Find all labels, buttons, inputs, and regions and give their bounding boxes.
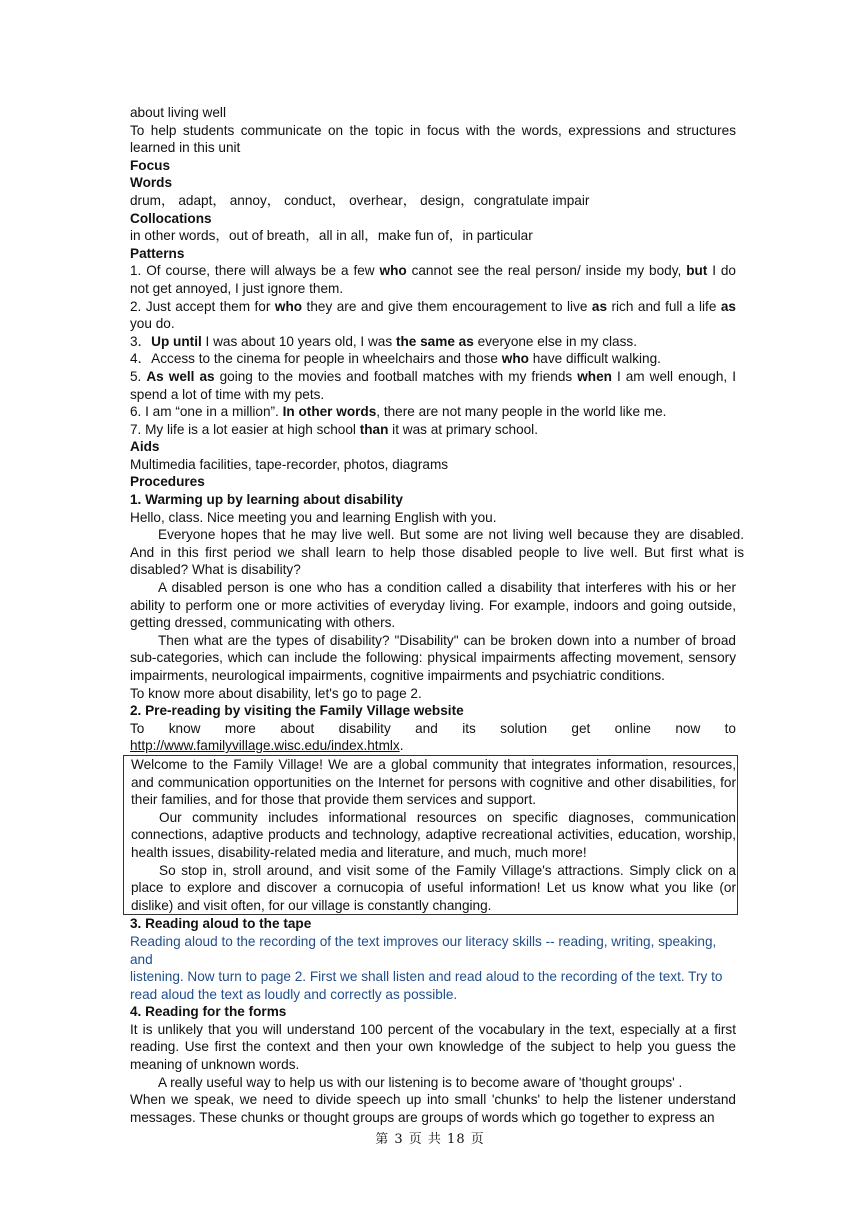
paragraph: So stop in, stroll around, and visit some of the Family Village's attractions. Simply click on a place to explore and discover a cornucopia of useful information! Let us know what you like (or dislike) and visit often, for our village is constantly changing.: [131, 862, 736, 913]
pattern-6: 6. I am “one in a million”. In other words, there are not many people in the world like me.: [130, 404, 667, 420]
document-page: [130, 104, 744, 1126]
collocations-list: in other words，out of breath，all in all，make fun of，in particular: [130, 228, 533, 244]
website-excerpt-box: [123, 755, 738, 915]
pattern-1: 1. Of course, there will always be a few who cannot see the real person/ inside my body, but I do not get annoyed, I just ignore them.: [130, 263, 736, 296]
step-3-heading: 3. Reading aloud to the tape: [130, 916, 312, 932]
paragraph: A disabled person is one who has a condition called a disability that interferes with his or her ability to perform one or more activities of everyday living. For example, indoors and going outside, getting dressed, communicating with others.: [130, 580, 736, 631]
paragraph: Then what are the types of disability? "Disability" can be broken down into a number of broad sub-categories, which can include the following: physical impairments affecting movement, sensory impairments, neurological impairments, cognitive impairments and psychiatric conditions.: [130, 632, 736, 683]
pattern-5: 5. As well as going to the movies and football matches with my friends when I am well enough, I spend a lot of time with my pets.: [130, 368, 736, 402]
step-4-heading: 4. Reading for the forms: [130, 1004, 287, 1020]
words-heading: Words: [130, 175, 173, 191]
family-village-link[interactable]: http://www.familyvillage.wisc.edu/index.htmlx: [130, 738, 400, 754]
step-1-heading: 1. Warming up by learning about disability: [130, 492, 403, 508]
focus-heading: Focus: [130, 157, 171, 173]
pattern-4: 4．Access to the cinema for people in wheelchairs and those who have difficult walking.: [130, 351, 661, 367]
paragraph: To know more about disability, let's go to page 2.: [130, 685, 422, 701]
aids-heading: Aids: [130, 439, 160, 455]
paragraph: It is unlikely that you will understand 100 percent of the vocabulary in the text, especially at a first reading. Use first the context and then your own knowledge of the subject to help you guess the meaning of unknown words.: [130, 1021, 736, 1073]
paragraph: Everyone hopes that he may live well. But some are not living well because they are disabled. And in this first period we shall learn to help those disabled people to live well. But first what is disabled? What is disability?: [130, 527, 744, 578]
step-3-text: Reading aloud to the recording of the text improves our literacy skills -- reading, writing, speaking, and listening. Now turn to page 2. First we shall listen and read aloud to the recording of the text. Try to read aloud the text as loudly and correctly as possible.: [130, 933, 723, 1002]
paragraph: When we speak, we need to divide speech up into small 'chunks' to help the listener understand messages. These chunks or thought groups are groups of words which go together to express an: [130, 1092, 736, 1125]
website-link-line: http://www.familyvillage.wisc.edu/index.htmlx.: [130, 738, 404, 754]
text-line: about living well: [130, 105, 226, 120]
pattern-2: 2. Just accept them for who they are and give them encouragement to live as rich and full a life as you do.: [130, 298, 736, 332]
page-number-footer: 第 3 页 共 18 页: [375, 1132, 485, 1147]
procedures-heading: Procedures: [130, 474, 205, 490]
pattern-3: 3．Up until I was about 10 years old, I was the same as everyone else in my class.: [130, 333, 637, 349]
paragraph: Our community includes informational resources on specific diagnoses, communication connections, adaptive products and technology, adaptive recreational activities, education, worship, health issues, disability-related media and literature, and much, much more!: [131, 809, 736, 860]
words-list: drum， adapt， annoy， conduct， overhear， design，congratulate impair: [130, 192, 590, 208]
collocations-heading: Collocations: [130, 210, 212, 226]
objective-paragraph: To help students communicate on the topic in focus with the words, expressions and structures learned in this unit: [130, 122, 736, 156]
paragraph: Hello, class. Nice meeting you and learning English with you.: [130, 509, 497, 525]
step-2-heading: 2. Pre-reading by visiting the Family Village website: [130, 703, 464, 719]
paragraph: A really useful way to help us with our listening is to become aware of 'thought groups' .: [158, 1074, 683, 1090]
pattern-7: 7. My life is a lot easier at high school than it was at primary school.: [130, 421, 538, 437]
aids-text: Multimedia facilities, tape-recorder, photos, diagrams: [130, 456, 449, 472]
paragraph: Welcome to the Family Village! We are a global community that integrates information, resources, and communication opportunities on the Internet for persons with cognitive and other disabilities, for their families, and for those that provide them services and support.: [131, 756, 736, 808]
step-2-intro: To know more about disability and its solution get online now to: [130, 720, 736, 736]
patterns-heading: Patterns: [130, 245, 185, 261]
